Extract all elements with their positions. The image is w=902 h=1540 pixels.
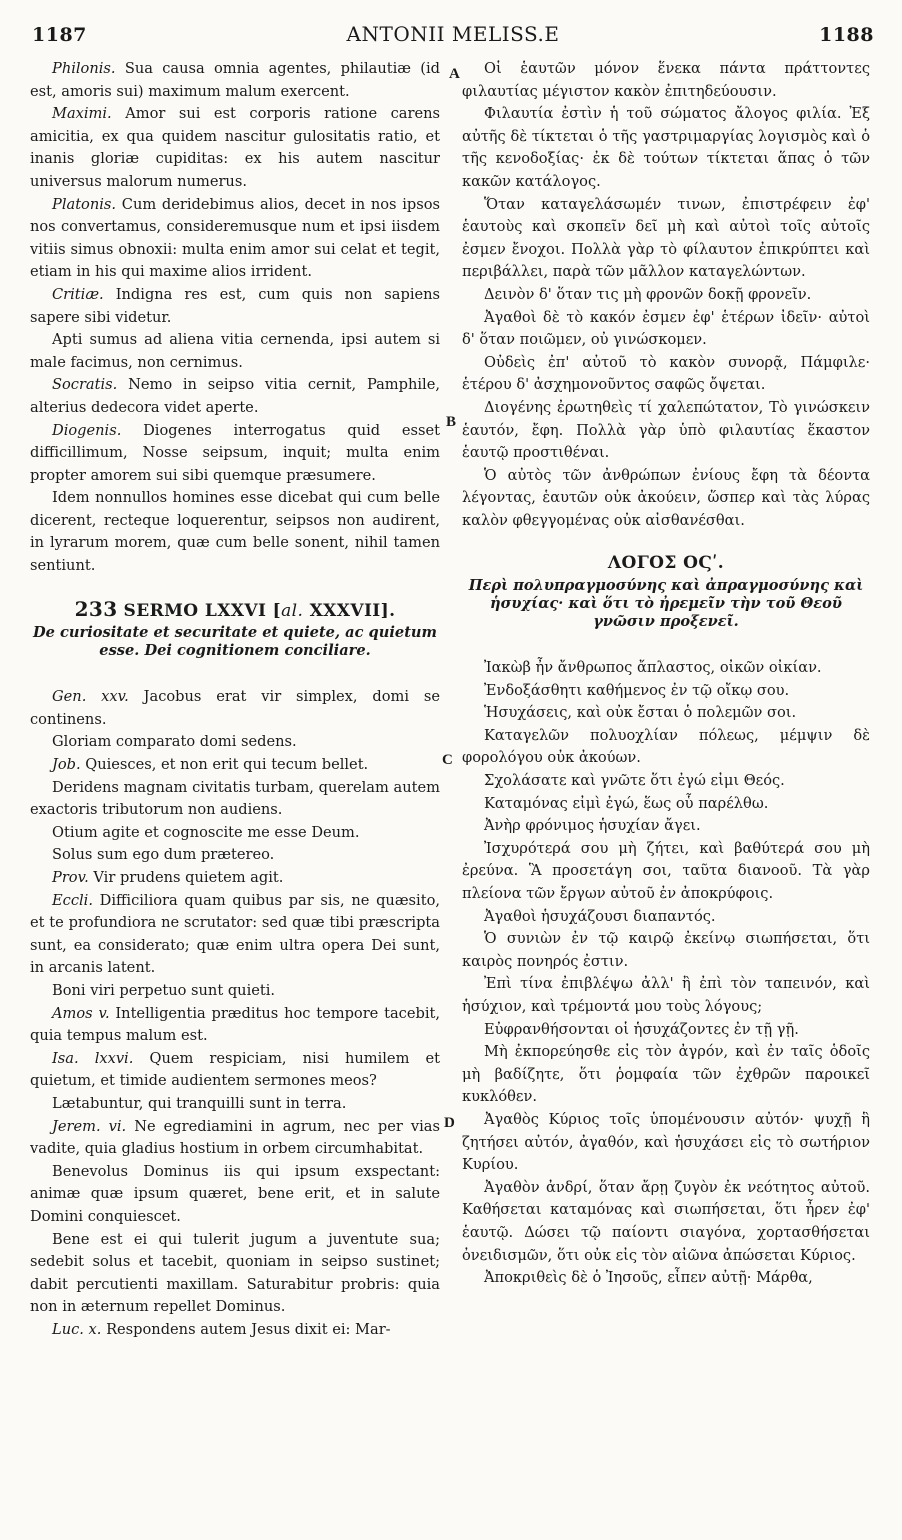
latin-paragraph — [30, 487, 440, 577]
latin-text: Sua causa omnia agentes, philautiæ (id est, amoris sui) maximum malum exercent. — [30, 60, 441, 100]
latin-text: Cum deridebimus alios, decet in nos ipsos nos convertamus, consideremusque num et ipsi iisdem vitiis simus obnoxii: multa enim amor sui celat et tegit, etiam in his qui maxime alios irrident. — [30, 195, 440, 281]
latin-paragraph — [30, 194, 440, 284]
latin-paragraph — [30, 420, 440, 488]
latin-block-2 — [30, 686, 440, 1341]
latin-text: Gloriam comparato domi sedens. — [52, 733, 297, 751]
latin-text: Difficiliora quam quibus par sis, ne quæsito, et te profundiora ne scrutator: sed quæ tibi præscripta sunt, ea considerato; quæ enim ultra opera Dei sunt, in arcanis latent. — [30, 891, 440, 977]
margin-letter-d: D — [444, 1115, 455, 1131]
latin-paragraph — [30, 58, 440, 103]
greek-paragraph: Διογένης ἐρωτηθεὶς τί χαλεπώτατον, Τὸ γινώσκειν ἑαυτόν, ἔφη. Πολλὰ γὰρ ὑπὸ φιλαυτίας ἕκαστον ἑαυτῷ προστιθέναι. — [462, 398, 870, 462]
latin-paragraph — [30, 1093, 440, 1116]
latin-text: Benevolus Dominus iis qui ipsum exspectant: animæ quæ ipsum quæret, bene erit, et in salute Domini conquiescet. — [30, 1162, 440, 1225]
latin-source-ref: Amos v. — [52, 1004, 110, 1022]
spacer — [30, 578, 440, 594]
latin-source-ref: Critiæ. — [52, 285, 104, 303]
latin-source-ref: Socratis. — [52, 376, 118, 394]
greek-paragraph: Ἀποκριθεὶς δὲ ὁ Ἰησοῦς, εἶπεν αὐτῇ· Μάρθα, — [484, 1269, 813, 1287]
latin-paragraph — [30, 754, 440, 777]
latin-source-ref: Isa. lxxvi. — [52, 1049, 134, 1067]
latin-text: Boni viri perpetuo sunt quieti. — [52, 981, 276, 999]
latin-source-ref: Prov. — [52, 869, 89, 886]
right-page-number: 1188 — [819, 24, 874, 46]
sermo-number: 233 — [74, 596, 118, 621]
latin-paragraph — [30, 1048, 440, 1093]
latin-paragraph — [30, 777, 440, 822]
greek-paragraph: Ἀνὴρ φρόνιμος ἡσυχίαν ἄγει. — [484, 817, 701, 835]
sermo-heading — [30, 598, 440, 623]
greek-paragraph: Φιλαυτία ἐστὶν ἡ τοῦ σώματος ἄλογος φιλία. Ἐξ αὐτῆς δὲ τίκτεται ὁ τῆς γαστριμαργίας λογισμὸς καὶ ὁ τῆς κενοδοξίας· ἐκ δὲ τούτων τίκτεται ἅπας ὁ τῶν κακῶν κατάλογος. — [462, 105, 870, 190]
greek-column — [462, 58, 870, 1290]
latin-text: Deridens magnam civitatis turbam, querelam autem exactoris tributorum non audiens. — [30, 778, 440, 819]
greek-paragraph: Ὁ συνιὼν ἐν τῷ καιρῷ ἐκείνῳ σιωπήσεται, ὅτι καιρὸς πονηρός ἐστιν. — [462, 930, 870, 970]
sermo-alt-number: XXXVII]. — [303, 600, 396, 621]
greek-paragraph: Καταμόνας εἰμὶ ἐγώ, ἕως οὗ παρέλθω. — [484, 794, 769, 812]
greek-paragraph: Ὅταν καταγελάσωμέν τινων, ἐπιστρέφειν ἐφ' ἑαυτοὺς καὶ σκοπεῖν δεῖ μὴ καὶ αὐτοὶ τοῖς αὐτοῖς ἐσμεν ἔνοχοι. Πολλὰ γὰρ τὸ φίλαυτον ἐπικρύπτει καὶ περιβάλλει, παρὰ τῶν μᾶλλον καταγελώντων. — [462, 195, 870, 281]
sermo-alt: al. — [281, 600, 304, 621]
greek-paragraph: Οἱ ἑαυτῶν μόνον ἕνεκα πάντα πράττοντες φιλαυτίας μέγιστον κακὸν ἐπιτηδεύουσιν. — [462, 60, 870, 100]
page-header — [32, 22, 874, 52]
greek-paragraph: Ἐνδοξάσθητι καθήμενος ἐν τῷ οἴκῳ σου. — [484, 681, 790, 699]
latin-text: Intelligentia præditus hoc tempore tacebit, quia tempus malum est. — [30, 1004, 440, 1045]
latin-text: Quem respiciam, nisi humilem et quietum, et timide audientem sermones meos? — [30, 1049, 441, 1090]
greek-paragraph: Καταγελῶν πολυοχλίαν πόλεως, μέμψιν δὲ φορολόγου οὐκ ἀκούων. — [462, 726, 870, 767]
running-title: ANTONII MELISS.E — [346, 22, 560, 46]
greek-paragraph: Μὴ ἐκπορεύησθε εἰς τὸν ἀγρόν, καὶ ἐν ταῖς ὁδοῖς μὴ βαδίζητε, ὅτι ῥομφαία τῶν ἐχθρῶν παροικεῖ κυκλόθεν. — [462, 1043, 870, 1106]
sermo-label: SERMO LXXVI [ — [123, 600, 282, 621]
latin-source-ref: Eccli. — [52, 891, 93, 909]
latin-source-ref: Platonis. — [52, 195, 117, 213]
latin-paragraph — [30, 867, 440, 890]
greek-paragraph: Ἀγαθὸς Κύριος τοῖς ὑπομένουσιν αὐτόν· ψυχῇ ἣ ζητήσει αὐτόν, ἀγαθόν, καὶ ἡσυχάσει εἰς τὸ σωτήριον Κυρίου. — [462, 1110, 870, 1174]
latin-paragraph — [30, 822, 440, 845]
latin-source-ref: Job. — [52, 756, 81, 774]
latin-paragraph — [30, 844, 440, 867]
sermo-title: De curiositate et securitate et quiete, ac quietum esse. Dei cognitionem conciliare. — [33, 624, 437, 660]
greek-paragraph: Ἀγαθοὶ δὲ τὸ κακόν ἐσμεν ἐφ' ἑτέρων ἰδεῖν· αὐτοὶ δ' ὅταν ποιῶμεν, οὐ γινώσκομεν. — [462, 308, 870, 349]
latin-paragraph — [30, 1161, 440, 1229]
latin-column — [30, 58, 440, 1341]
latin-paragraph — [30, 1003, 440, 1048]
latin-source-ref: Philonis. — [52, 60, 116, 77]
latin-text: Respondens autem Jesus dixit ei: Mar- — [106, 1320, 391, 1338]
latin-text: Bene est ei qui tulerit jugum a juventute sua; sedebit solus et tacebit, quoniam in seipso sustinet; dabit percutienti maxillam. Saturabitur probris: quia non in æternum repellet Dominus. — [30, 1230, 440, 1316]
latin-paragraph — [30, 890, 440, 980]
latin-source-ref: Gen. xxv. — [52, 688, 129, 706]
greek-paragraph: Δεινὸν δ' ὅταν τις μὴ φρονῶν δοκῇ φρονεῖν. — [484, 285, 812, 303]
greek-block-2 — [462, 657, 870, 1290]
latin-text: Solus sum ego dum prætereo. — [52, 846, 275, 864]
spacer — [462, 631, 870, 657]
latin-text: Jacobus erat vir simplex, domi se continens. — [30, 688, 440, 728]
latin-source-ref: Jerem. vi. — [52, 1117, 127, 1135]
latin-paragraph — [30, 103, 440, 193]
greek-paragraph: Ἰσχυρότερά σου μὴ ζήτει, καὶ βαθύτερά σου μὴ ἐρεύνα. Ἃ προσετάγη σοι, ταῦτα διανοοῦ. Τὰ γὰρ πλείονα τῶν ἔργων αὐτοῦ ἐν ἀποκρύφοις. — [462, 839, 870, 902]
latin-paragraph — [30, 731, 440, 754]
latin-paragraph — [30, 1116, 440, 1161]
latin-text: Diogenes interrogatus quid esset difficillimum, Nosse seipsum, inquit; multa enim propter amorem sui sibi quemque præsumere. — [30, 421, 440, 484]
greek-paragraph: Ὁ αὐτὸς τῶν ἀνθρώπων ἐνίους ἔφη τὰ δέοντα λέγοντας, ἑαυτῶν οὐκ ἀκούειν, ὥσπερ καὶ τὰς λύρας καλὸν φθεγγομένας οὐκ αἰσθανέσθαι. — [462, 466, 870, 529]
margin-letter-a: A — [449, 66, 460, 82]
logos-heading: ΛΟΓΟΣ ΟϚʹ. — [607, 553, 725, 574]
spacer — [462, 532, 870, 548]
latin-text: Otium agite et cognoscite me esse Deum. — [52, 823, 360, 841]
greek-paragraph: Ἐπὶ τίνα ἐπιβλέψω ἀλλ' ἢ ἐπὶ τὸν ταπεινόν, καὶ ἡσύχιον, καὶ τρέμοντά μου τοὺς λόγους; — [462, 975, 870, 1015]
latin-text: Indigna res est, cum quis non sapiens sapere sibi videtur. — [30, 285, 441, 326]
greek-paragraph: Οὐδεὶς ἐπ' αὐτοῦ τὸ κακὸν συνορᾷ, Πάμφιλε· ἑτέρου δ' ἀσχημονοῦντος σαφῶς ὄψεται. — [462, 353, 870, 394]
latin-source-ref: Luc. x. — [52, 1320, 102, 1338]
spacer — [30, 660, 440, 686]
greek-paragraph: Σχολάσατε καὶ γνῶτε ὅτι ἐγώ εἰμι Θεός. — [484, 772, 785, 790]
latin-text: Idem nonnullos homines esse dicebat qui cum belle dicerent, recteque loquerentur, seipsos non audirent, in lyrarum morem, quæ cum belle sonent, nihil tamen sentiunt. — [30, 489, 440, 575]
latin-text: Apti sumus ad aliena vitia cernenda, ipsi autem si male facimus, non cernimus. — [30, 331, 440, 371]
margin-letter-b: B — [446, 414, 457, 430]
margin-letter-c: C — [442, 752, 453, 768]
latin-paragraph — [30, 1319, 440, 1342]
latin-text: Vir prudens quietem agit. — [93, 869, 284, 886]
latin-paragraph — [30, 980, 440, 1003]
latin-source-ref: Maximi. — [52, 105, 112, 123]
logos-title: Περὶ πολυπραγμοσύνης καὶ ἀπραγμοσύνης καὶ ἡσυχίας· καὶ ὅτι τὸ ἠρεμεῖν τὴν τοῦ Θεοῦ γνῶσιν προξενεῖ. — [468, 577, 864, 631]
greek-paragraph: Εὐφρανθήσονται οἱ ἡσυχάζοντες ἐν τῇ γῇ. — [484, 1020, 799, 1038]
latin-text: Ne egrediamini in agrum, nec per vias vadite, quia gladius hostium in orbem circumhabitat. — [30, 1117, 440, 1158]
latin-text: Amor sui est corporis ratione carens amicitia, ex qua quidem nascitur gulositatis ratio, et inanis gloriæ cupiditas: ex his autem nascitur universus malorum numerus. — [30, 105, 441, 190]
latin-source-ref: Diogenis. — [52, 421, 122, 439]
left-page-number: 1187 — [32, 24, 87, 46]
greek-paragraph: Ἀγαθοὶ ἡσυχάζουσι διαπαντός. — [484, 907, 716, 925]
latin-paragraph — [30, 329, 440, 374]
greek-paragraph: Ἰακὼβ ἦν ἄνθρωπος ἄπλαστος, οἰκῶν οἰκίαν. — [484, 659, 822, 677]
latin-paragraph — [30, 374, 440, 419]
latin-text: Quiesces, et non erit qui tecum bellet. — [85, 756, 369, 774]
greek-block-1 — [462, 58, 870, 532]
latin-paragraph — [30, 284, 440, 329]
latin-text: Lætabuntur, qui tranquilli sunt in terra. — [52, 1094, 347, 1112]
latin-paragraph — [30, 686, 440, 731]
greek-paragraph: Ἀγαθὸν ἀνδρί, ὅταν ἄρῃ ζυγὸν ἐκ νεότητος αὐτοῦ. Καθήσεται καταμόνας καὶ σιωπήσεται, ὅτι ἦρεν ἐφ' ἑαυτῷ. Δώσει τῷ παίοντι σιαγόνα, χορτασθήσεται ὀνειδισμῶν, ὅτι οὐκ εἰς τὸν αἰῶνα ἀπώσεται Κύριος. — [462, 1178, 870, 1264]
latin-block-1 — [30, 58, 440, 578]
latin-paragraph — [30, 1229, 440, 1319]
greek-paragraph: Ἡσυχάσεις, καὶ οὐκ ἔσται ὁ πολεμῶν σοι. — [484, 704, 797, 722]
latin-text: Nemo in seipso vitia cernit, Pamphile, alterius dedecora videt aperte. — [30, 376, 440, 416]
